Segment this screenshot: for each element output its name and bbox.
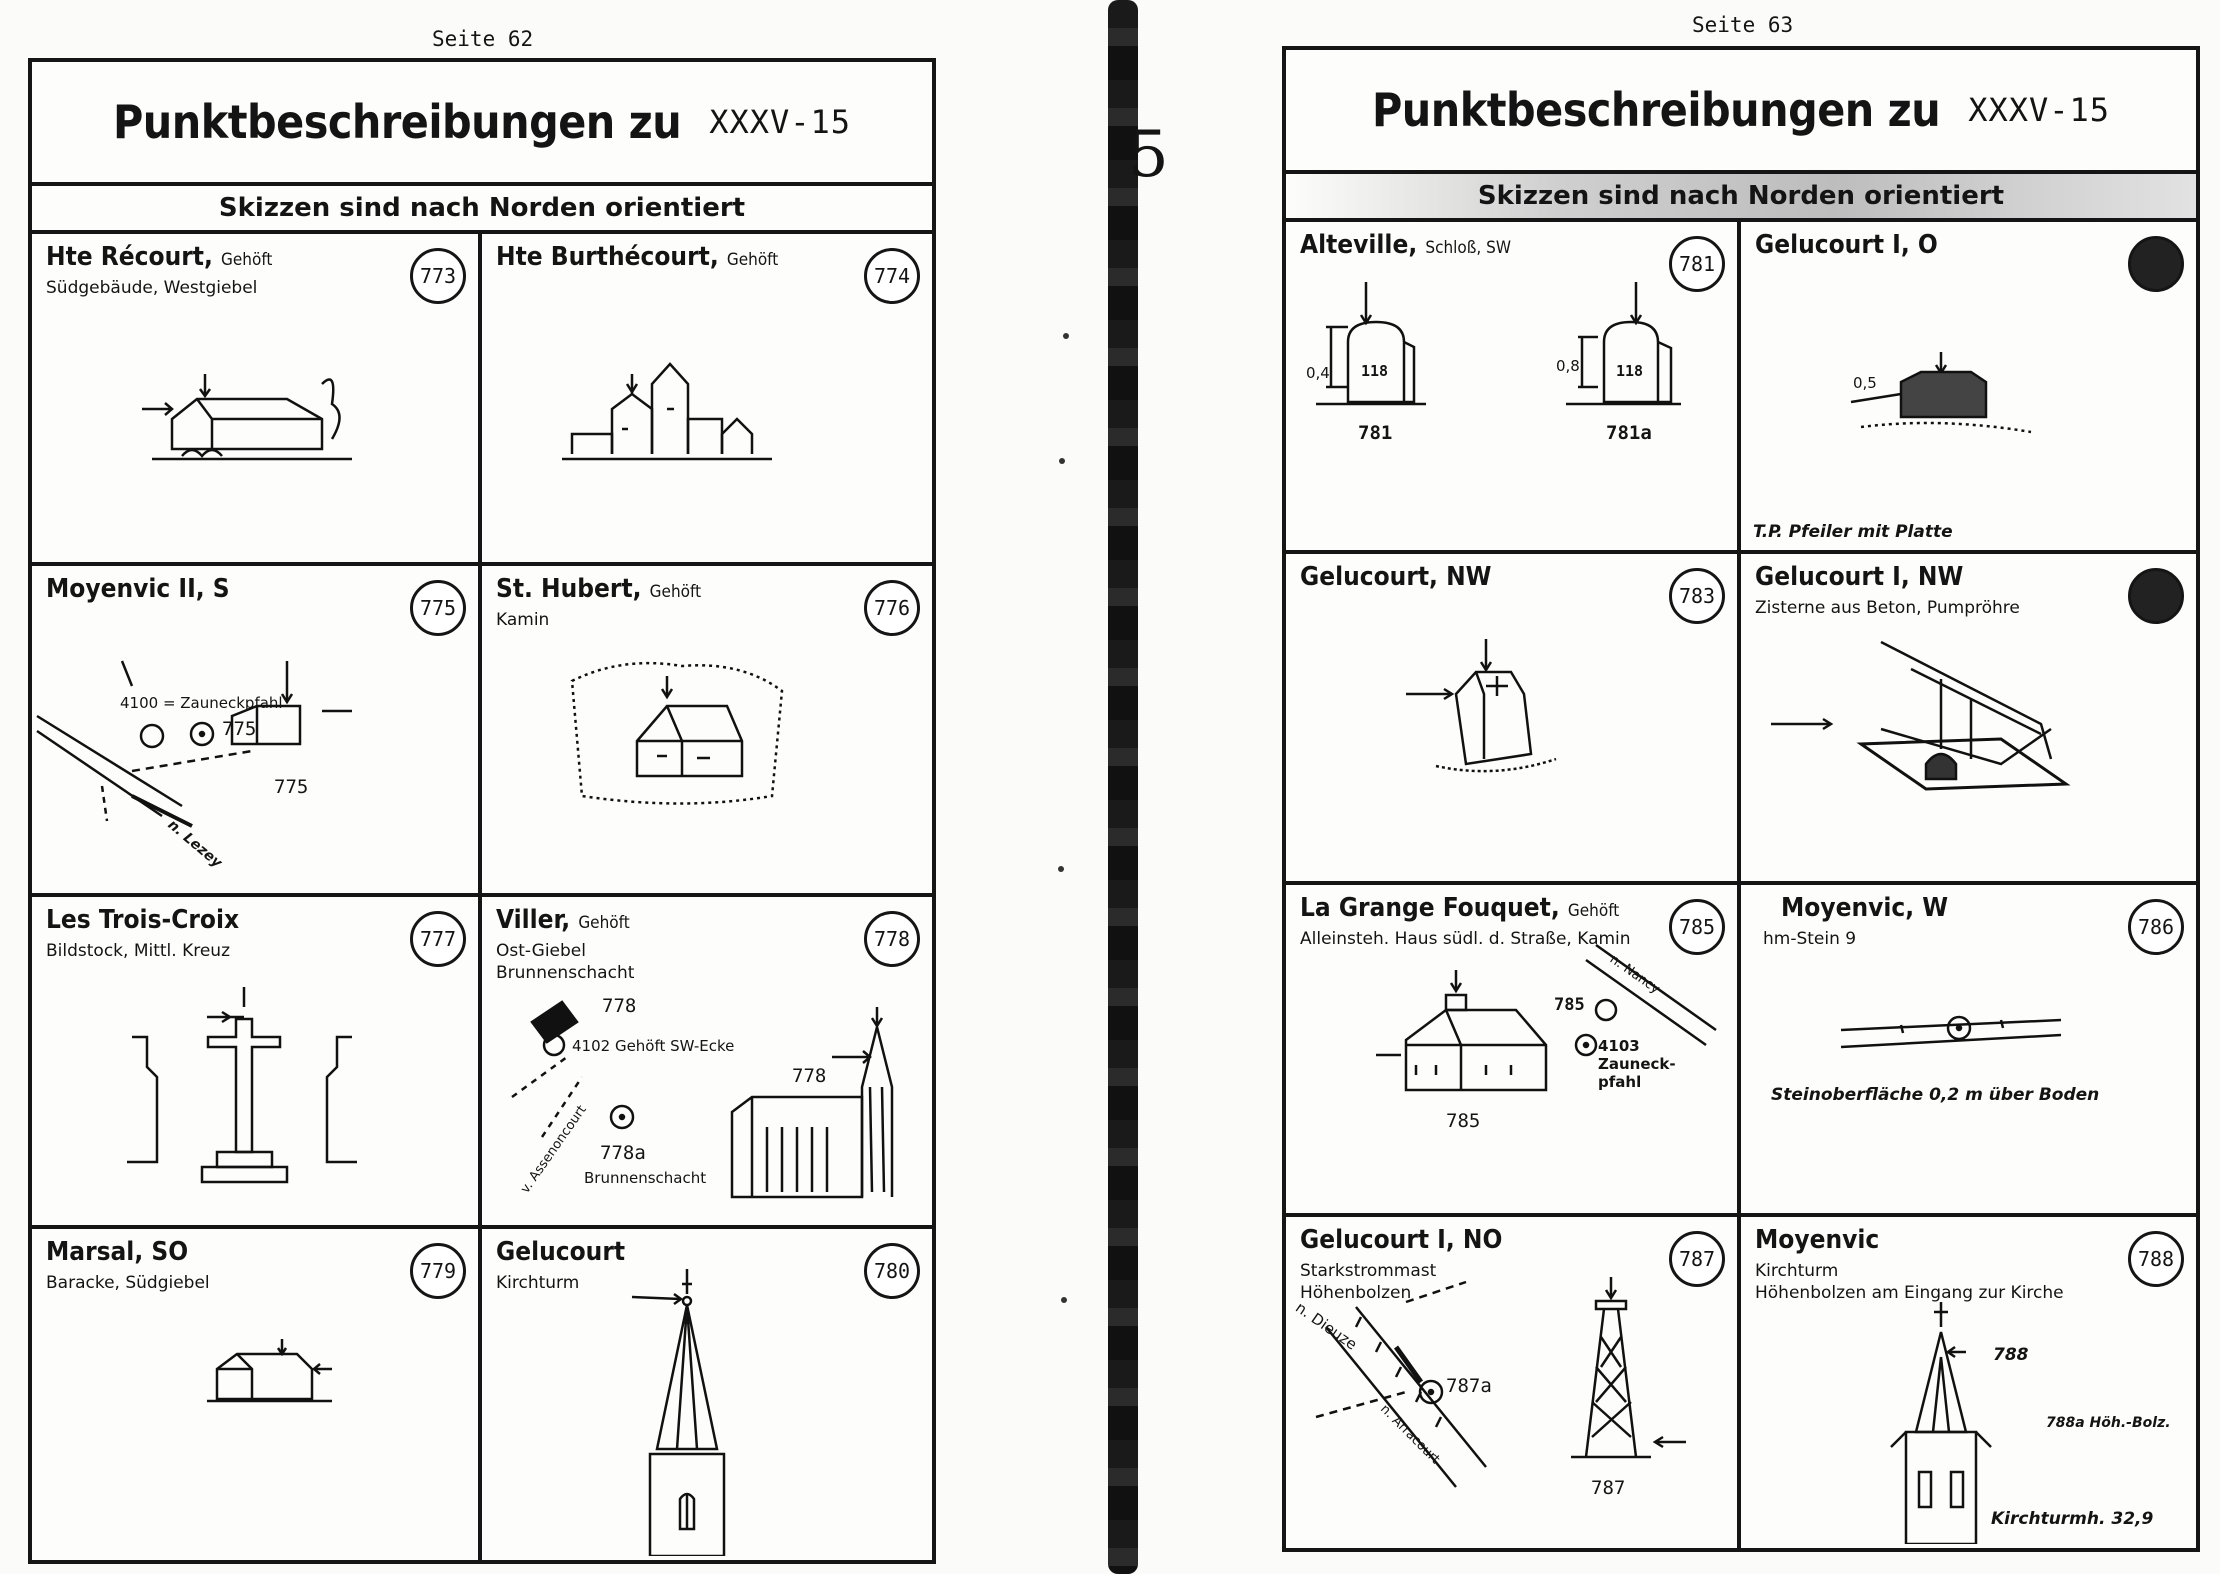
cell-title: Marsal, SO xyxy=(46,1236,189,1267)
farmhouse-sketch xyxy=(32,234,480,561)
sketch-label: 775 xyxy=(274,775,309,798)
point-cell-776 xyxy=(482,566,932,898)
sketch-label: n. Nancy xyxy=(1606,951,1663,998)
point-cell-788 xyxy=(1741,1217,2196,1549)
cell-subtitle: Höhenbolzen xyxy=(1300,1282,1412,1303)
point-number: 779 xyxy=(410,1243,466,1299)
point-number: 773 xyxy=(410,248,466,304)
cell-title: Hte Burthécourt, Gehöft xyxy=(496,242,779,272)
page-label-left: Seite 62 xyxy=(432,27,534,51)
cell-subtitle: Kamin xyxy=(496,609,550,630)
cell-title: Gelucourt I, O xyxy=(1755,230,1938,260)
sketch-label: T.P. Pfeiler mit Platte xyxy=(1753,522,1953,542)
km-stone-sketch xyxy=(1741,885,2194,1212)
cell-title: Moyenvic, W xyxy=(1781,893,1949,923)
cell-subtitle: Alleinsteh. Haus südl. d. Straße, Kamin xyxy=(1300,929,1631,949)
page-title: Punktbeschreibungen zu xyxy=(1371,83,1941,137)
barrack-sketch xyxy=(32,1229,480,1556)
sketch-grid xyxy=(1286,222,2196,1548)
sketch-label: 787a xyxy=(1446,1374,1492,1397)
point-number: 788 xyxy=(2128,1231,2184,1287)
wayside-cross-sketch xyxy=(32,897,480,1224)
cell-title: Gelucourt I, NO xyxy=(1300,1224,1503,1255)
speck xyxy=(1059,458,1065,464)
point-number: 785 xyxy=(1669,899,1725,955)
cell-title: Alteville, Schloß, SW xyxy=(1300,230,1511,260)
point-cell-775 xyxy=(32,566,482,898)
cell-subtitle: hm-Stein 9 xyxy=(1763,929,1857,949)
sketch-label: 4100 = Zauneckpfahl xyxy=(120,693,283,712)
point-number: 783 xyxy=(1669,568,1725,624)
cell-title: Moyenvic II, S xyxy=(46,573,230,604)
sketch-label: 4102 Gehöft SW-Ecke xyxy=(572,1037,735,1055)
point-number: 786 xyxy=(2128,899,2184,955)
point-number: 774 xyxy=(864,248,920,304)
sketch-label: 788a Höh.-Bolz. xyxy=(2046,1414,2171,1431)
series-code: XXXV-15 xyxy=(709,103,852,141)
point-number: 782 xyxy=(2128,236,2184,292)
cell-title: Gelucourt xyxy=(496,1236,626,1267)
cistern-sketch xyxy=(1741,554,2194,881)
point-cell-774 xyxy=(482,234,932,566)
cell-title: Moyenvic xyxy=(1755,1224,1880,1255)
cell-subtitle: Südgebäude, Westgiebel xyxy=(46,278,258,298)
point-number: 776 xyxy=(864,580,920,636)
series-code: XXXV-15 xyxy=(1968,91,2111,129)
point-cell-785 xyxy=(1286,885,1741,1217)
cell-subtitle: Bildstock, Mittl. Kreuz xyxy=(46,941,230,961)
point-cell-787 xyxy=(1286,1217,1741,1549)
point-number: 784 xyxy=(2128,568,2184,624)
title-box xyxy=(1286,50,2196,174)
point-number: 787 xyxy=(1669,1231,1725,1287)
cell-subtitle: Baracke, Südgiebel xyxy=(46,1272,210,1293)
cell-subtitle: Höhenbolzen am Eingang zur Kirche xyxy=(1755,1282,2064,1303)
cell-title: Gelucourt, NW xyxy=(1300,561,1492,592)
sketch-label: Kirchturmh. 32,9 xyxy=(1991,1508,2154,1529)
page-label-right: Seite 63 xyxy=(1692,13,1794,37)
orientation-note: Skizzen sind nach Norden orientiert xyxy=(32,186,932,234)
sketch-label: 778a xyxy=(600,1142,646,1164)
church-tower-sketch xyxy=(482,1229,930,1556)
speck xyxy=(1063,333,1069,339)
orientation-note: Skizzen sind nach Norden orientiert xyxy=(1286,174,2196,222)
cell-subtitle: Kirchturm xyxy=(496,1272,580,1293)
point-number: 781 xyxy=(1669,236,1725,292)
sketch-label: 788 xyxy=(1993,1344,2029,1365)
sketch-label: 785 xyxy=(1446,1110,1481,1132)
point-cell-782 xyxy=(1741,222,2196,554)
page-left xyxy=(28,58,936,1564)
farmhouse-chimney-sketch xyxy=(482,566,930,893)
point-number: 777 xyxy=(410,911,466,967)
survey-stone-sketch xyxy=(1286,554,1739,881)
cell-subtitle: Starkstrommast xyxy=(1300,1260,1437,1281)
cell-title: Viller, Gehöft xyxy=(496,905,630,935)
title-box xyxy=(32,62,932,186)
sketch-label: 0,8 xyxy=(1556,357,1580,375)
cell-title: St. Hubert, Gehöft xyxy=(496,573,702,604)
sketch-label: 785 xyxy=(1554,995,1585,1015)
cell-title: Gelucourt I, NW xyxy=(1755,561,1964,592)
point-cell-783 xyxy=(1286,554,1741,886)
church-tower-sketch xyxy=(1741,1217,2194,1544)
point-cell-781 xyxy=(1286,222,1741,554)
point-number: 775 xyxy=(410,580,466,636)
sketch-label: Brunnenschacht xyxy=(584,1169,707,1187)
point-cell-786 xyxy=(1741,885,2196,1217)
cell-title: La Grange Fouquet, Gehöft xyxy=(1300,893,1620,923)
sketch-label: 0,4 xyxy=(1306,364,1330,382)
cell-subtitle: Zisterne aus Beton, Pumpröhre xyxy=(1755,597,2020,618)
sketch-label: n. Arracourt xyxy=(1377,1401,1443,1467)
sketch-label: 778 xyxy=(602,995,637,1017)
sketch-label: 0,5 xyxy=(1853,374,1877,392)
sketch-label: 4103 Zauneck-pfahl xyxy=(1598,1037,1676,1091)
sketch-label: 118 xyxy=(1616,362,1644,380)
sketch-label: 778 xyxy=(792,1065,827,1087)
gutter-page-mark: 5 xyxy=(1128,118,1169,192)
point-cell-784 xyxy=(1741,554,2196,886)
power-pylon-sketch xyxy=(1286,1217,1739,1544)
page-title: Punktbeschreibungen zu xyxy=(112,95,682,149)
speck xyxy=(1061,1297,1067,1303)
sketch-label: v. Assenoncourt xyxy=(517,1102,590,1197)
book-binding xyxy=(1108,0,1138,1574)
cell-subtitle: Ost-Giebel xyxy=(496,941,586,961)
farmstead-sketch xyxy=(482,234,930,561)
survey-pillar-sketch xyxy=(1741,222,2194,549)
sketch-label: 781 xyxy=(1358,422,1393,444)
sketch-label: n. Dieuze xyxy=(1292,1297,1361,1354)
sketch-label: n. Lezey xyxy=(164,816,225,871)
point-cell-780 xyxy=(482,1229,932,1561)
sketch-label: 787 xyxy=(1591,1476,1626,1499)
cell-title: Les Trois-Croix xyxy=(46,905,240,935)
point-cell-777 xyxy=(32,897,482,1229)
sketch-grid xyxy=(32,234,932,1560)
cell-subtitle: Brunnenschacht xyxy=(496,963,635,983)
point-cell-778 xyxy=(482,897,932,1229)
page-right xyxy=(1282,46,2200,1552)
boundary-stones-sketch xyxy=(1286,222,1739,549)
speck xyxy=(1058,866,1064,872)
point-cell-773 xyxy=(32,234,482,566)
point-number: 778 xyxy=(864,911,920,967)
cell-subtitle: Kirchturm xyxy=(1755,1260,1839,1281)
point-cell-779 xyxy=(32,1229,482,1561)
cell-title: Hte Récourt, Gehöft xyxy=(46,242,273,272)
sketch-label: Steinoberfläche 0,2 m über Boden xyxy=(1771,1085,2100,1105)
point-number: 780 xyxy=(864,1243,920,1299)
sketch-label: 781a xyxy=(1606,422,1652,444)
sketch-label: 118 xyxy=(1361,362,1389,380)
sketch-label: 775 xyxy=(222,717,257,740)
